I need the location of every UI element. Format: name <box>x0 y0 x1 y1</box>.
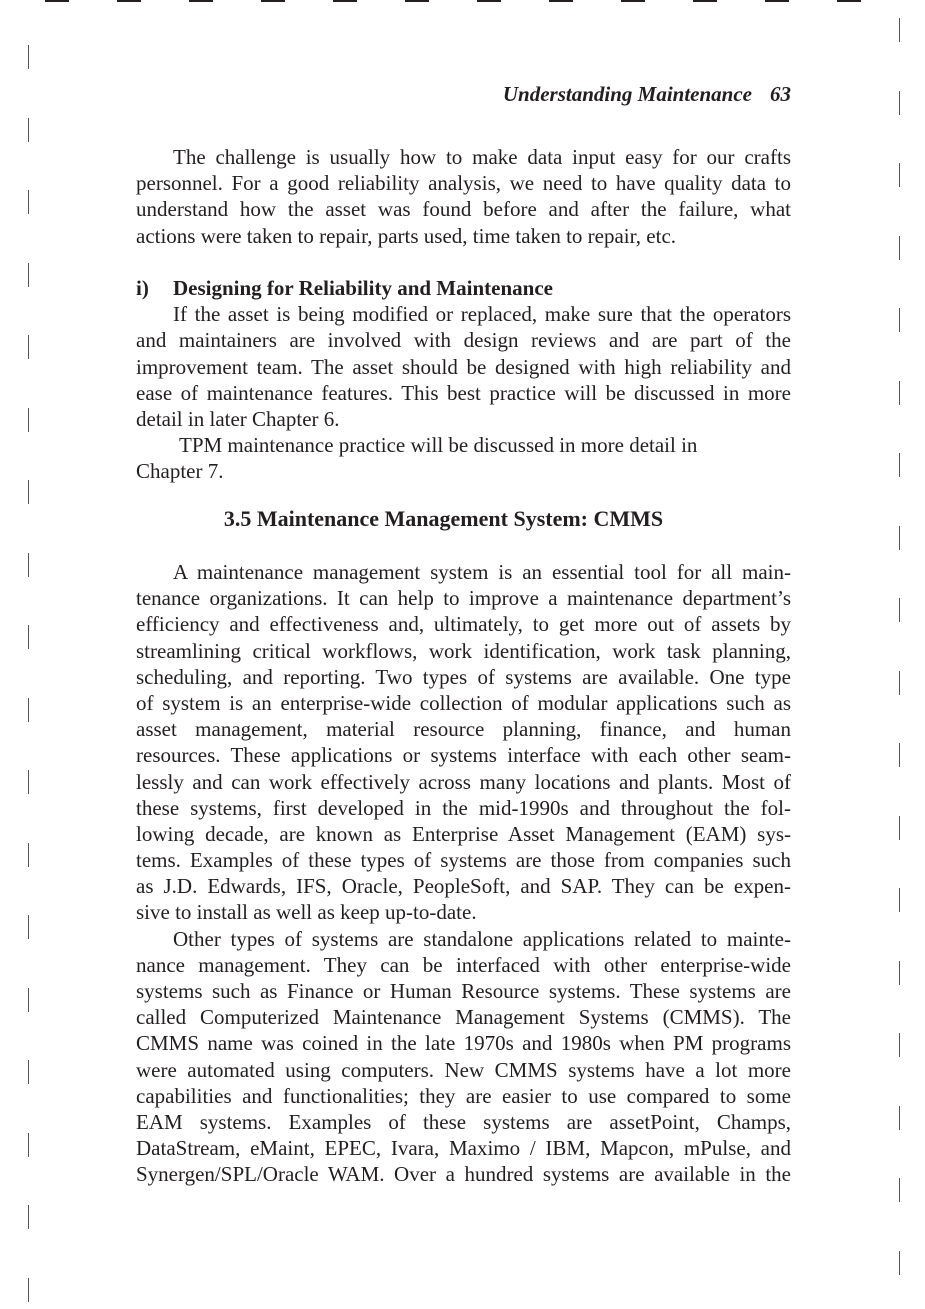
crop-mark <box>28 335 29 359</box>
text-line: as J.D. Edwards, IFS, Oracle, PeopleSoft, and SAP. They can be expen- <box>136 874 791 899</box>
text-line: TPM maintenance practice will be discussed in more detail in <box>179 433 698 458</box>
text-line: CMMS name was coined in the late 1970s and 1980s when PM programs <box>136 1031 791 1056</box>
paragraph-5 <box>136 926 791 1188</box>
crop-mark <box>28 988 29 1012</box>
crop-mark <box>899 1178 900 1202</box>
crop-mark <box>693 0 717 2</box>
text-line: scheduling, and reporting. Two types of systems are available. One type <box>136 664 791 689</box>
text-line: systems such as Finance or Human Resource systems. These systems are <box>136 979 791 1003</box>
section-heading: 3.5 Maintenance Management System: CMMS <box>223 506 664 531</box>
text-line: and maintainers are involved with design reviews and are part of the <box>136 328 791 353</box>
text-line: actions were taken to repair, parts used, time taken to repair, etc. <box>136 223 677 248</box>
crop-mark <box>28 190 29 214</box>
text-line: tems. Examples of these types of systems are those from companies such <box>136 848 791 873</box>
crop-mark <box>28 843 29 867</box>
running-header <box>503 82 791 107</box>
subheading-text: Designing for Reliability and Maintenance <box>173 275 553 300</box>
paragraph-3 <box>136 432 791 484</box>
crop-mark <box>477 0 501 2</box>
crop-mark <box>837 0 861 2</box>
crop-mark <box>899 308 900 332</box>
crop-mark <box>899 888 900 912</box>
text-line: Other types of systems are standalone applications related to mainte- <box>173 926 791 951</box>
paragraph-2 <box>136 301 791 432</box>
text-line: lowing decade, are known as Enterprise Asset Management (EAM) sys- <box>136 821 791 846</box>
text-line: of system is an enterprise-wide collection of modular applications such as <box>136 690 791 715</box>
text-line: efficiency and effectiveness and, ultimately, to get more out of assets by <box>136 612 791 637</box>
text-line: personnel. For a good reliability analysis, we need to have quality data to <box>136 171 791 196</box>
subheading <box>136 275 791 301</box>
crop-mark <box>28 1060 29 1084</box>
crop-mark <box>28 1133 29 1157</box>
text-line: called Computerized Maintenance Management Systems (CMMS). The <box>136 1005 791 1030</box>
text-line: detail in later Chapter 6. <box>136 406 340 431</box>
text-line: understand how the asset was found before and after the failure, what <box>136 197 791 222</box>
text-line: these systems, first developed in the mid-1990s and throughout the fol- <box>136 795 791 820</box>
crop-mark <box>28 915 29 939</box>
text-line: ease of maintenance features. This best practice will be discussed in more <box>136 380 791 405</box>
crop-mark <box>899 598 900 622</box>
crop-mark <box>899 816 900 840</box>
crop-mark <box>28 263 29 287</box>
crop-mark <box>28 45 29 69</box>
text-line: lessly and can work effectively across many locations and plants. Most of <box>136 769 791 794</box>
text-line: capabilities and functionalities; they are easier to use compared to some <box>136 1083 791 1108</box>
crop-mark <box>28 480 29 504</box>
text-line: Synergen/SPL/Oracle WAM. Over a hundred systems are available in the <box>136 1162 791 1187</box>
text-line: were automated using computers. New CMMS systems have a lot more <box>136 1057 791 1082</box>
crop-mark <box>899 961 900 985</box>
crop-mark <box>765 0 789 2</box>
text-line: The challenge is usually how to make data input easy for our crafts <box>173 145 791 169</box>
crop-mark <box>28 118 29 142</box>
crop-mark <box>28 698 29 722</box>
text-line: Chapter 7. <box>136 459 224 484</box>
crop-mark <box>333 0 357 2</box>
crop-mark <box>621 0 645 2</box>
crop-mark <box>261 0 285 2</box>
page-number: 63 <box>770 82 791 106</box>
crop-mark <box>899 1251 900 1275</box>
crop-mark <box>899 163 900 187</box>
crop-mark <box>28 1278 29 1302</box>
text-line: asset management, material resource planning, finance, and human <box>136 717 791 742</box>
text-line: nance management. They can be interfaced with other enterprise-wide <box>136 952 791 977</box>
crop-mark <box>28 408 29 432</box>
crop-mark <box>549 0 573 2</box>
crop-mark <box>899 1033 900 1057</box>
text-line: If the asset is being modified or replaced, make sure that the operators <box>173 302 791 327</box>
crop-mark <box>899 1106 900 1130</box>
header-title: Understanding Maintenance <box>502 82 752 106</box>
crop-mark <box>117 0 141 2</box>
crop-mark <box>899 381 900 405</box>
text-line: streamlining critical workflows, work identification, work task planning, <box>136 638 791 663</box>
crop-mark <box>28 553 29 577</box>
text-block-bottom <box>136 559 791 1188</box>
text-line: EAM systems. Examples of these systems are assetPoint, Champs, <box>136 1109 791 1134</box>
crop-mark <box>899 671 900 695</box>
text-line: tenance organizations. It can help to improve a maintenance department’s <box>136 586 791 611</box>
text-line: resources. These applications or systems interface with each other seam- <box>136 743 791 768</box>
crop-mark <box>28 770 29 794</box>
crop-mark <box>899 743 900 767</box>
crop-mark <box>405 0 429 2</box>
crop-mark <box>189 0 213 2</box>
text-line: improvement team. The asset should be designed with high reliability and <box>136 354 791 379</box>
crop-mark <box>45 0 69 2</box>
crop-mark <box>899 236 900 260</box>
crop-mark <box>899 453 900 477</box>
text-line: DataStream, eMaint, EPEC, Ivara, Maximo / IBM, Mapcon, mPulse, and <box>136 1136 791 1161</box>
text-line: sive to install as well as keep up-to-date. <box>136 900 477 925</box>
paragraph-1 <box>136 144 791 249</box>
paragraph-4 <box>136 559 791 926</box>
subheading-number: i) <box>136 275 149 300</box>
crop-mark <box>899 91 900 115</box>
text-block-top <box>136 144 791 484</box>
crop-mark <box>28 1205 29 1229</box>
crop-mark <box>899 526 900 550</box>
text-line: A maintenance management system is an essential tool for all main- <box>173 560 791 584</box>
crop-mark <box>28 625 29 649</box>
crop-mark <box>899 18 900 42</box>
